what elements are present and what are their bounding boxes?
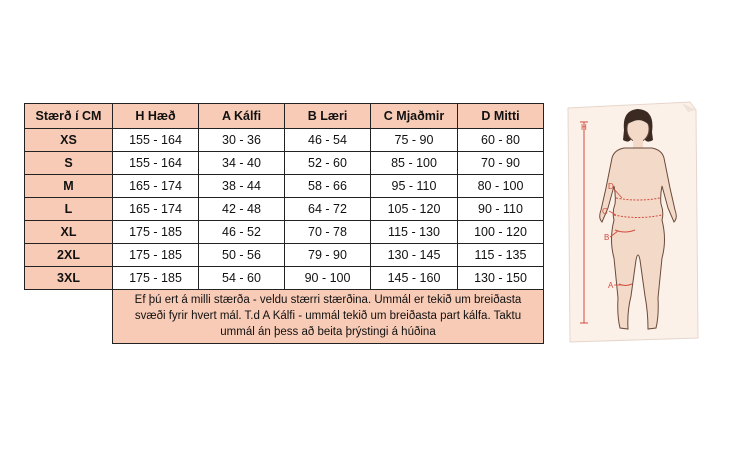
- size-chart-table: [24, 103, 544, 344]
- measurement-cell: 100 - 120: [458, 221, 544, 244]
- size-label: S: [25, 152, 113, 175]
- measurement-cell: 95 - 110: [371, 175, 458, 198]
- measurement-cell: 165 - 174: [113, 198, 199, 221]
- size-label: 2XL: [25, 244, 113, 267]
- table-row: [25, 175, 544, 198]
- measurement-cell: 34 - 40: [199, 152, 285, 175]
- size-label: XL: [25, 221, 113, 244]
- measurement-cell: 105 - 120: [371, 198, 458, 221]
- header-hips: C Mjaðmir: [371, 104, 458, 129]
- label-c: C: [602, 207, 608, 216]
- measurement-cell: 58 - 66: [285, 175, 371, 198]
- measurement-cell: 175 - 185: [113, 244, 199, 267]
- size-label: M: [25, 175, 113, 198]
- table-header-row: [25, 104, 544, 129]
- measurement-cell: 85 - 100: [371, 152, 458, 175]
- measurement-cell: 70 - 90: [458, 152, 544, 175]
- measurement-cell: 90 - 100: [285, 267, 371, 290]
- table-row: [25, 152, 544, 175]
- measurement-cell: 46 - 54: [285, 129, 371, 152]
- sizing-note: Ef þú ert á milli stærða - veldu stærri stærðina. Ummál er tekið um breiðasta svæði fyrir hvert mál. T.d A Kálfi - ummál tekið um breiðasta part kálfa. Taktu ummál án þess að beita þrýstingi á húðina: [113, 290, 544, 344]
- label-b: B: [604, 233, 610, 242]
- header-thigh: B Læri: [285, 104, 371, 129]
- measurement-cell: 60 - 80: [458, 129, 544, 152]
- measurement-cell: 70 - 78: [285, 221, 371, 244]
- note-spacer: [25, 290, 113, 344]
- measurement-cell: 115 - 130: [371, 221, 458, 244]
- measurement-cell: 75 - 90: [371, 129, 458, 152]
- header-height: H Hæð: [113, 104, 199, 129]
- measurement-cell: 115 - 135: [458, 244, 544, 267]
- header-waist: D Mitti: [458, 104, 544, 129]
- measurement-cell: 46 - 52: [199, 221, 285, 244]
- measurement-cell: 50 - 56: [199, 244, 285, 267]
- measurement-cell: 30 - 36: [199, 129, 285, 152]
- table-row: [25, 267, 544, 290]
- measurement-cell: 175 - 185: [113, 221, 199, 244]
- measurement-cell: 52 - 60: [285, 152, 371, 175]
- measurement-cell: 155 - 164: [113, 129, 199, 152]
- measurement-cell: 145 - 160: [371, 267, 458, 290]
- body-measurement-figure: [562, 100, 702, 346]
- size-label: L: [25, 198, 113, 221]
- header-size: Stærð í CM: [25, 104, 113, 129]
- measurement-cell: 175 - 185: [113, 267, 199, 290]
- header-calf: A Kálfi: [199, 104, 285, 129]
- table-row: [25, 198, 544, 221]
- note-row: [25, 290, 544, 344]
- measurement-cell: 165 - 174: [113, 175, 199, 198]
- measurement-cell: 79 - 90: [285, 244, 371, 267]
- label-h: H: [581, 123, 587, 132]
- label-a: A: [608, 281, 614, 290]
- measurement-cell: 54 - 60: [199, 267, 285, 290]
- measurement-cell: 130 - 145: [371, 244, 458, 267]
- measurement-cell: 90 - 110: [458, 198, 544, 221]
- measurement-cell: 155 - 164: [113, 152, 199, 175]
- table-row: [25, 221, 544, 244]
- measurement-cell: 38 - 44: [199, 175, 285, 198]
- table-row: [25, 129, 544, 152]
- size-label: 3XL: [25, 267, 113, 290]
- measurement-cell: 80 - 100: [458, 175, 544, 198]
- measurement-cell: 42 - 48: [199, 198, 285, 221]
- measurement-cell: 64 - 72: [285, 198, 371, 221]
- table-body: [25, 129, 544, 344]
- label-d: D: [608, 182, 614, 191]
- table-row: [25, 244, 544, 267]
- measurement-cell: 130 - 150: [458, 267, 544, 290]
- size-label: XS: [25, 129, 113, 152]
- figure-neck: [633, 140, 643, 148]
